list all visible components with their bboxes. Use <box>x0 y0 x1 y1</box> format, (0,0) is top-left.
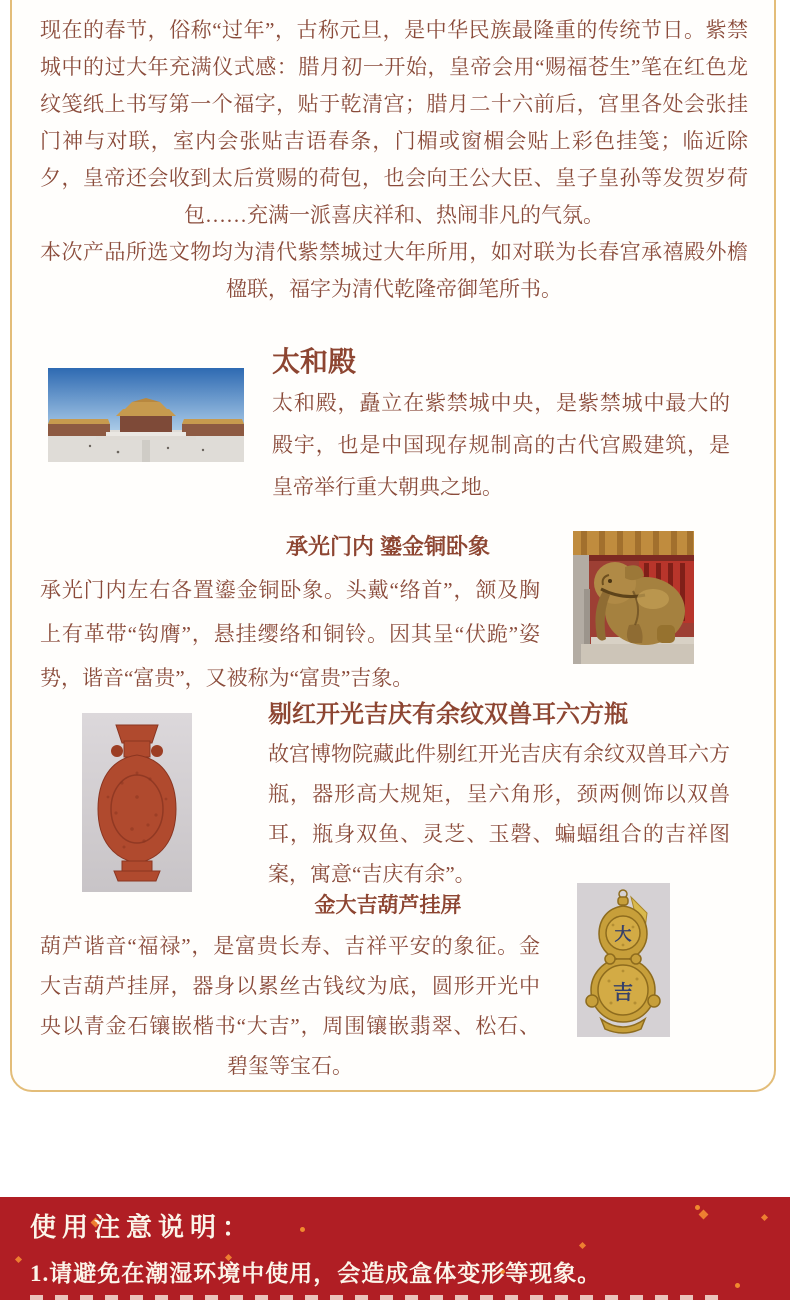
usage-note-1: 1.请避免在潮湿环境中使用，会造成盒体变形等现象。 <box>30 1261 602 1286</box>
section-title-elephant: 承光门内 鎏金铜卧象 <box>285 534 491 559</box>
section-body-gourd: 葫芦谐音“福禄”，是富贵长寿、吉祥平安的象征。金大吉葫芦挂屏，器身以累丝古钱纹为底，圆形开光中央以青金石镶嵌楷书“大吉”，周围镶嵌翡翠、松石、碧玺等宝石。 <box>40 934 540 1078</box>
section-title-gourd: 金大吉葫芦挂屏 <box>314 894 462 917</box>
usage-notes-footer <box>0 1197 790 1300</box>
intro-paragraph-2: 本次产品所选文物均为清代紫禁城过大年所用，如对联为长春宫承禧殿外檐楹联，福字为清代乾隆帝御笔所书。 <box>40 240 748 301</box>
section-title-taihedian: 太和殿 <box>272 346 357 377</box>
section-title-vase: 剔红开光吉庆有余纹双兽耳六方瓶 <box>268 701 628 728</box>
intro-paragraph-1: 现在的春节，俗称“过年”，古称元旦，是中华民族最隆重的传统节日。紫禁城中的过大年充满仪式感：腊月初一开始，皇帝会用“赐福苍生”笔在红色龙纹笺纸上书写第一个福字，贴于乾清宫；腊月二十六前后，宫里各处会张挂门神与对联，室内会张贴吉语春条，门楣或窗楣会贴上彩色挂笺；临近除夕，皇帝还会收到太后赏赐的荷包，也会向王公大臣、皇子皇孙等发贺岁荷包……充满一派喜庆祥和、热闹非凡的气氛。 <box>40 18 748 227</box>
truncated-text-line <box>30 1295 730 1300</box>
carved-lacquer-vase-photo <box>82 713 192 892</box>
sparkle-decoration <box>699 1210 709 1220</box>
section-body-elephant: 承光门内左右各置鎏金铜卧象。头戴“络首”，颔及胸上有革带“钩膺”，悬挂缨络和铜铃。因其呈“伏跪”姿势，谐音“富贵”，又被称为“富贵”吉象。 <box>40 578 540 690</box>
taihedian-photo <box>48 368 244 462</box>
sparkle-decoration <box>695 1205 700 1210</box>
section-body-taihedian: 太和殿，矗立在紫禁城中央，是紫禁城中最大的殿宇，也是中国现存规制高的古代宫殿建筑，是皇帝举行重大朝典之地。 <box>272 391 730 499</box>
usage-notes-heading: 使用注意说明： <box>30 1213 255 1242</box>
gourd-bottom-character: 吉 <box>613 982 633 1004</box>
section-body-vase: 故宫博物院藏此件剔红开光吉庆有余纹双兽耳六方瓶，器形高大规矩，呈六角形，颈两侧饰以双兽耳，瓶身双鱼、灵芝、玉磬、蝙蝠组合的吉祥图案，寓意“吉庆有余”。 <box>268 742 730 886</box>
sparkle-decoration <box>735 1283 740 1288</box>
sparkle-decoration <box>300 1227 305 1232</box>
gold-gourd-plaque-photo <box>577 883 670 1037</box>
gourd-top-character: 大 <box>614 925 632 944</box>
sparkle-decoration <box>761 1214 768 1221</box>
gilt-bronze-elephant-photo <box>573 531 694 664</box>
sparkle-decoration <box>15 1256 22 1263</box>
sparkle-decoration <box>579 1242 586 1249</box>
